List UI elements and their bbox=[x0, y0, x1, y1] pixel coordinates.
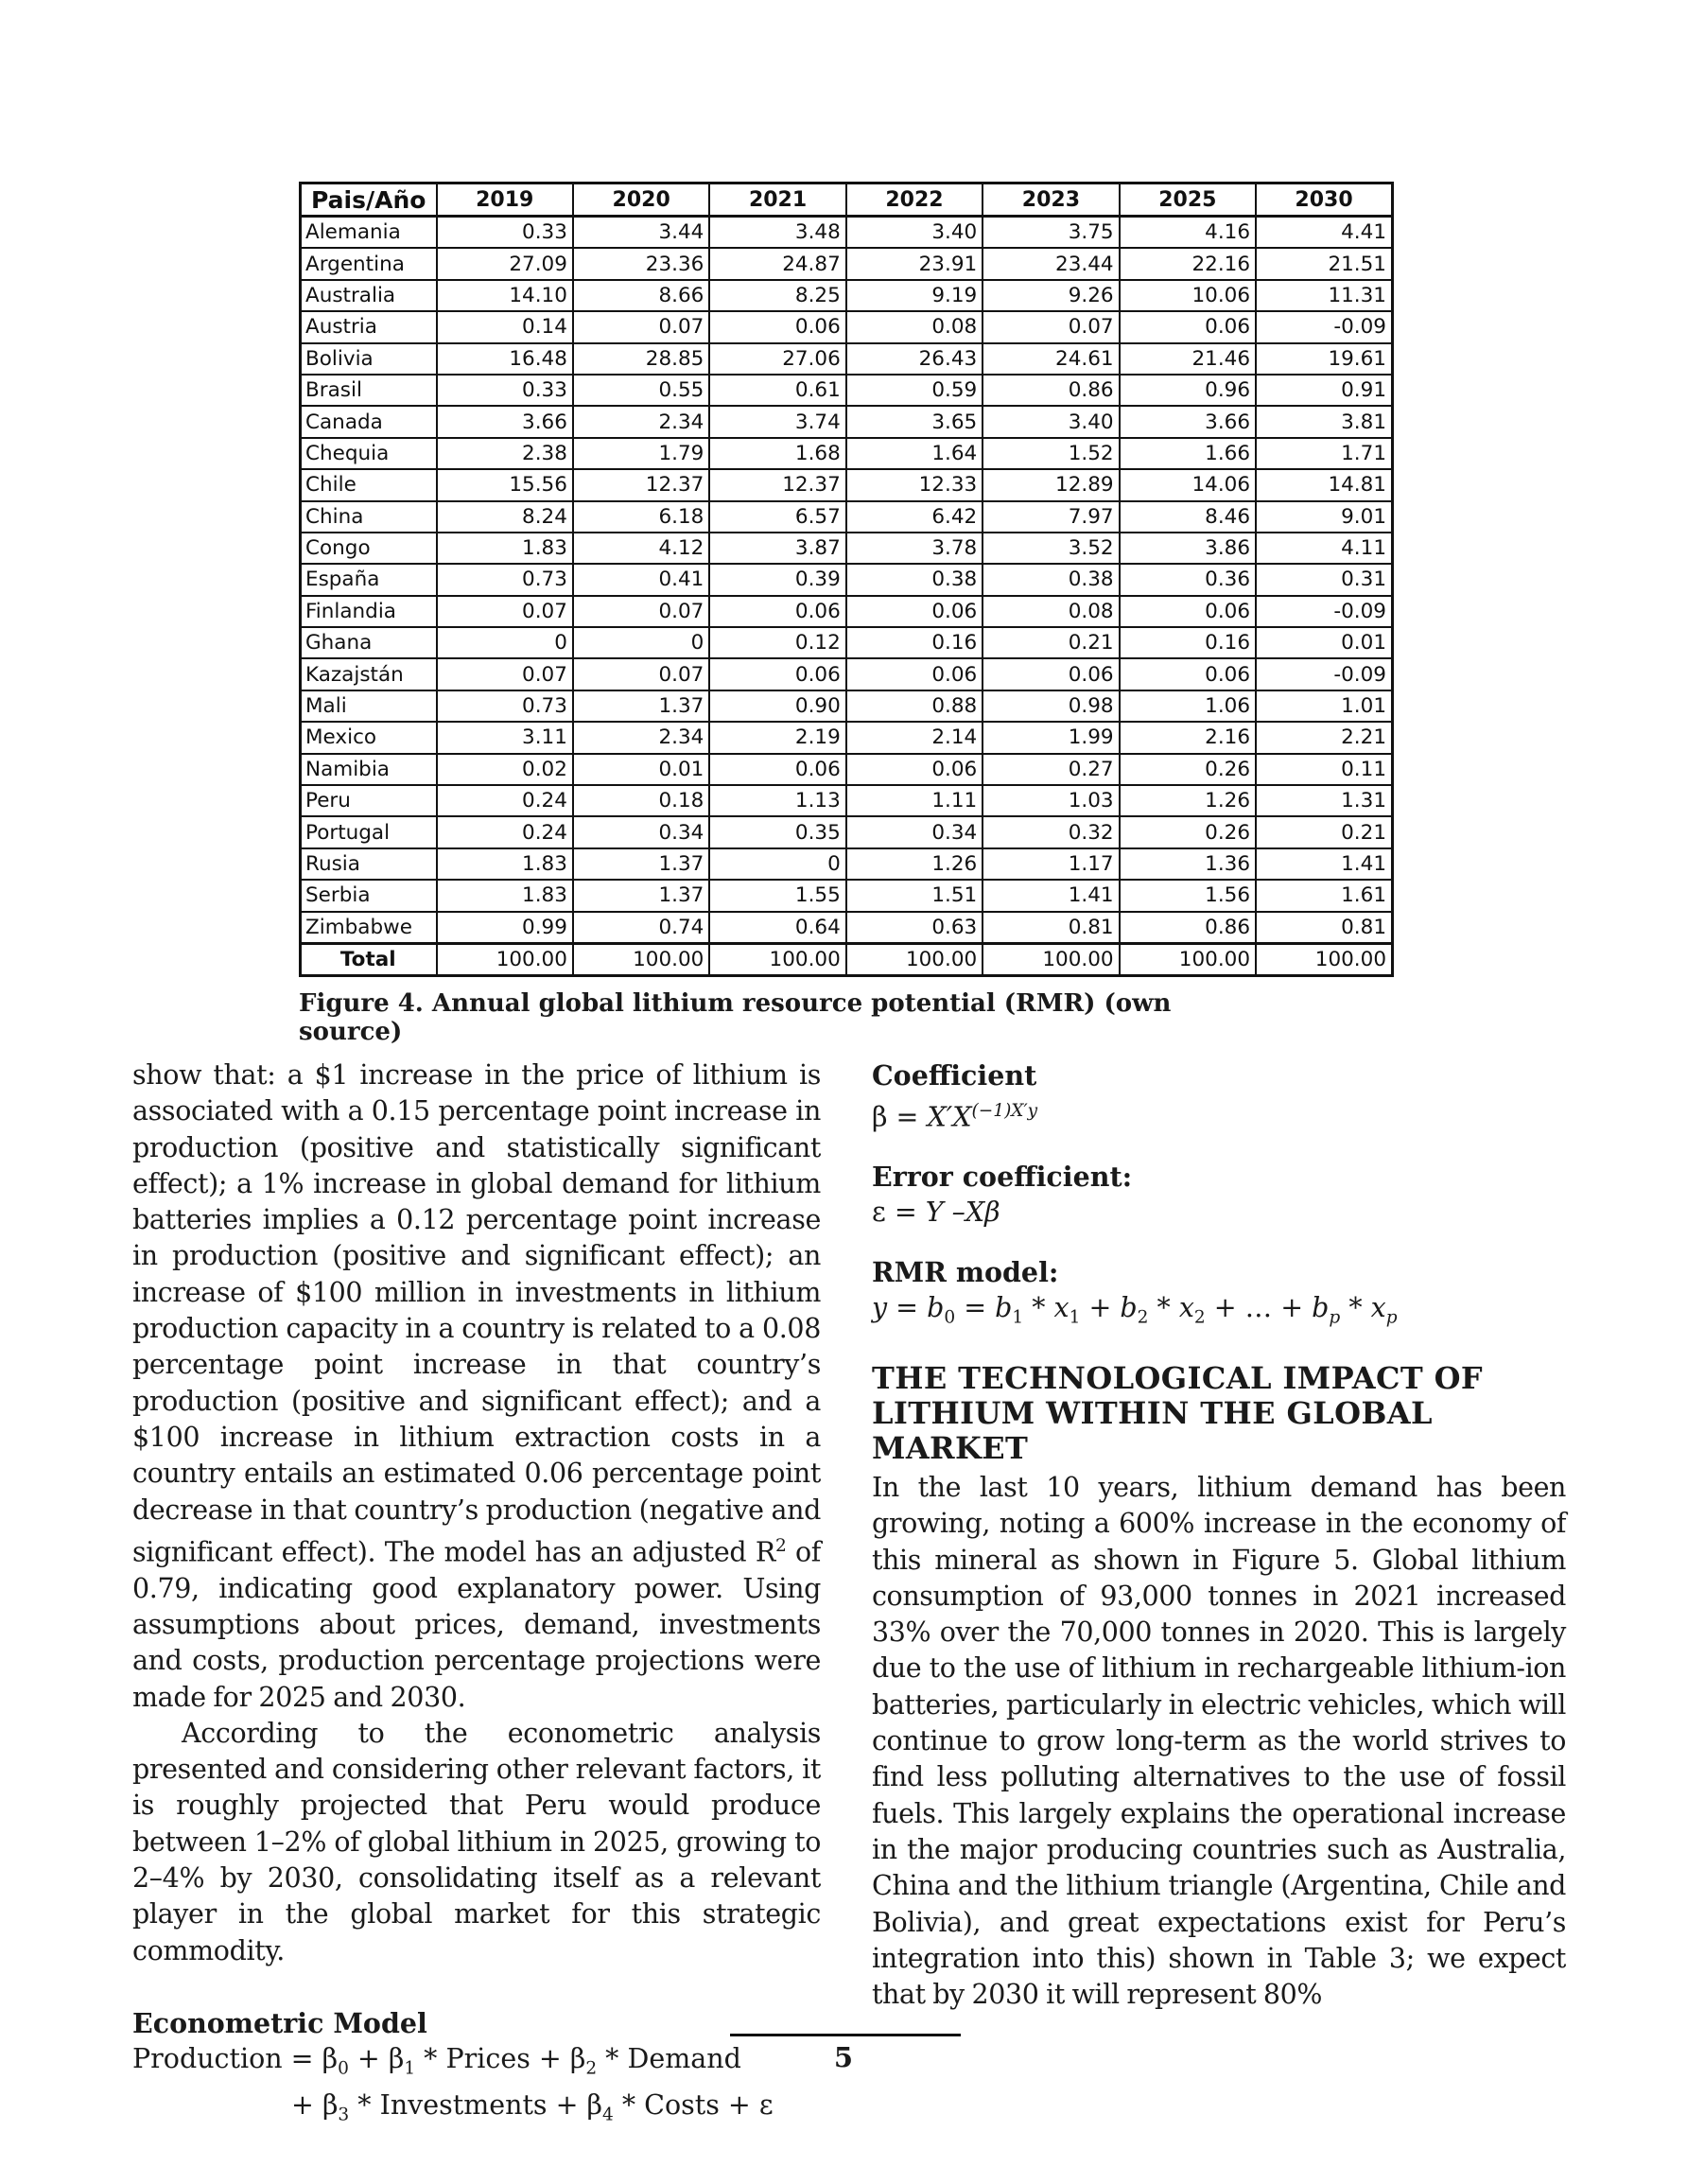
value-cell: 0.33 bbox=[437, 375, 573, 406]
value-cell: 23.36 bbox=[573, 248, 709, 279]
eq-text-1: + β bbox=[348, 2043, 405, 2075]
value-cell: 0.16 bbox=[1120, 627, 1256, 658]
table-row bbox=[301, 848, 1393, 880]
value-cell: 8.66 bbox=[573, 280, 709, 311]
value-cell: 0.26 bbox=[1120, 816, 1256, 847]
value-cell: 1.56 bbox=[1120, 880, 1256, 911]
value-cell: 0.06 bbox=[709, 311, 845, 342]
value-cell: 4.41 bbox=[1256, 217, 1392, 249]
value-cell: 9.26 bbox=[983, 280, 1119, 311]
country-cell: China bbox=[301, 501, 437, 533]
value-cell: 0.64 bbox=[709, 912, 845, 944]
rmr-xp: x bbox=[1370, 1291, 1386, 1323]
value-cell: 0.31 bbox=[1256, 564, 1392, 595]
value-cell: 0.12 bbox=[709, 627, 845, 658]
production-equation-line-2 bbox=[132, 2088, 821, 2134]
value-cell: 1.06 bbox=[1120, 690, 1256, 722]
country-cell: Ghana bbox=[301, 627, 437, 658]
country-cell: Congo bbox=[301, 533, 437, 564]
err-eq-rhs: Y –Xβ bbox=[925, 1197, 1000, 1229]
value-cell: 22.16 bbox=[1120, 248, 1256, 279]
value-cell: 0 bbox=[573, 627, 709, 658]
eq2-text-2: * Costs + ε bbox=[613, 2089, 774, 2122]
value-cell: 2.21 bbox=[1256, 722, 1392, 753]
production-equation-line-1 bbox=[132, 2041, 821, 2088]
value-cell: 0.61 bbox=[709, 375, 845, 406]
value-cell: 3.75 bbox=[983, 217, 1119, 249]
value-cell: 9.01 bbox=[1256, 501, 1392, 533]
value-cell: 1.68 bbox=[709, 438, 845, 469]
value-cell: 8.25 bbox=[709, 280, 845, 311]
value-cell: 3.66 bbox=[437, 406, 573, 437]
table-row bbox=[301, 217, 1393, 249]
value-cell: 1.79 bbox=[573, 438, 709, 469]
value-cell: 3.65 bbox=[846, 406, 983, 437]
header-year: 2020 bbox=[573, 183, 709, 217]
country-cell: Finlandia bbox=[301, 596, 437, 627]
eq2-text-1: * Investments + β bbox=[349, 2089, 603, 2122]
value-cell: 1.03 bbox=[983, 785, 1119, 816]
value-cell: 0.08 bbox=[983, 596, 1119, 627]
value-cell: 0.26 bbox=[1120, 754, 1256, 785]
table-row bbox=[301, 469, 1393, 500]
value-cell: 1.01 bbox=[1256, 690, 1392, 722]
value-cell: 0.96 bbox=[1120, 375, 1256, 406]
value-cell: 1.37 bbox=[573, 690, 709, 722]
country-cell: Canada bbox=[301, 406, 437, 437]
value-cell: 0.88 bbox=[846, 690, 983, 722]
value-cell: 0.07 bbox=[573, 658, 709, 690]
value-cell: 3.81 bbox=[1256, 406, 1392, 437]
value-cell: 21.51 bbox=[1256, 248, 1392, 279]
value-cell: 16.48 bbox=[437, 343, 573, 375]
value-cell: 3.40 bbox=[846, 217, 983, 249]
table-row bbox=[301, 564, 1393, 595]
value-cell: 0.32 bbox=[983, 816, 1119, 847]
total-value-cell: 100.00 bbox=[983, 943, 1119, 975]
value-cell: 0.14 bbox=[437, 311, 573, 342]
value-cell: 1.11 bbox=[846, 785, 983, 816]
rmr-plus-ellipsis: + … + bbox=[1205, 1291, 1313, 1323]
value-cell: 6.42 bbox=[846, 501, 983, 533]
value-cell: 0.98 bbox=[983, 690, 1119, 722]
value-cell: 2.16 bbox=[1120, 722, 1256, 753]
value-cell: 9.19 bbox=[846, 280, 983, 311]
footer-rule bbox=[730, 2034, 961, 2036]
table-row bbox=[301, 248, 1393, 279]
value-cell: 2.14 bbox=[846, 722, 983, 753]
header-year: 2021 bbox=[709, 183, 845, 217]
total-value-cell: 100.00 bbox=[1256, 943, 1392, 975]
value-cell: 1.31 bbox=[1256, 785, 1392, 816]
error-coefficient-heading: Error coefficient: bbox=[872, 1161, 1133, 1194]
table-row bbox=[301, 533, 1393, 564]
value-cell: 0.86 bbox=[983, 375, 1119, 406]
value-cell: 0.74 bbox=[573, 912, 709, 944]
value-cell: 0.24 bbox=[437, 785, 573, 816]
left-paragraph-2: According to the econometric analysis presented and considering other relevant factors, it is roughly projected that Peru would produce between 1–2% of global lithium in 2025, growing to 2–4% by 2030, consolidating itself as a relevant player in the global market for this strategic commodity. bbox=[132, 1717, 821, 1966]
value-cell: 0.91 bbox=[1256, 375, 1392, 406]
rmr-xsubp: p bbox=[1385, 1307, 1398, 1328]
table-row bbox=[301, 658, 1393, 690]
value-cell: 0.06 bbox=[1120, 658, 1256, 690]
value-cell: 3.66 bbox=[1120, 406, 1256, 437]
value-cell: 6.57 bbox=[709, 501, 845, 533]
header-year: 2025 bbox=[1120, 183, 1256, 217]
coef-eq-sup: (−1)X′y bbox=[971, 1101, 1038, 1122]
rmr-model-heading: RMR model: bbox=[872, 1255, 1059, 1288]
value-cell: 4.12 bbox=[573, 533, 709, 564]
value-cell: 0.06 bbox=[983, 658, 1119, 690]
country-cell: Namibia bbox=[301, 754, 437, 785]
country-cell: España bbox=[301, 564, 437, 595]
eq-sub-0: 0 bbox=[338, 2058, 349, 2079]
value-cell: 0.24 bbox=[437, 816, 573, 847]
coef-eq-lhs: β = bbox=[872, 1101, 928, 1133]
value-cell: 6.18 bbox=[573, 501, 709, 533]
rmr-xsub1: 1 bbox=[1069, 1307, 1081, 1328]
table-row bbox=[301, 311, 1393, 342]
table-row bbox=[301, 754, 1393, 785]
rmr-y: y bbox=[872, 1291, 888, 1323]
value-cell: 0.86 bbox=[1120, 912, 1256, 944]
section-heading: THE TECHNOLOGICAL IMPACT OF LITHIUM WITHIN THE GLOBAL MARKET bbox=[872, 1359, 1483, 1466]
total-value-cell: 100.00 bbox=[573, 943, 709, 975]
value-cell: 0.07 bbox=[573, 596, 709, 627]
rmr-sub0: 0 bbox=[944, 1307, 956, 1328]
value-cell: 23.91 bbox=[846, 248, 983, 279]
value-cell: 3.48 bbox=[709, 217, 845, 249]
value-cell: 2.38 bbox=[437, 438, 573, 469]
rmr-b2: b bbox=[1120, 1291, 1138, 1323]
value-cell: 0.35 bbox=[709, 816, 845, 847]
rmr-b: b bbox=[927, 1291, 945, 1323]
value-cell: 10.06 bbox=[1120, 280, 1256, 311]
value-cell: 1.61 bbox=[1256, 880, 1392, 911]
value-cell: 0.21 bbox=[983, 627, 1119, 658]
table-row bbox=[301, 722, 1393, 753]
value-cell: 7.97 bbox=[983, 501, 1119, 533]
left-paragraph-1-text-b: of 0.79, indicating good explanatory power. Using assumptions about prices, demand, investments and costs, production percentage projections were made for 2025 and 2030. bbox=[132, 1536, 821, 1713]
value-cell: 0.21 bbox=[1256, 816, 1392, 847]
country-cell: Peru bbox=[301, 785, 437, 816]
value-cell: 3.78 bbox=[846, 533, 983, 564]
value-cell: 27.06 bbox=[709, 343, 845, 375]
total-value-cell: 100.00 bbox=[1120, 943, 1256, 975]
value-cell: 0.36 bbox=[1120, 564, 1256, 595]
value-cell: 0.07 bbox=[437, 658, 573, 690]
value-cell: 0.06 bbox=[1120, 311, 1256, 342]
value-cell: 3.87 bbox=[709, 533, 845, 564]
value-cell: 0.39 bbox=[709, 564, 845, 595]
value-cell: 12.37 bbox=[709, 469, 845, 500]
table-row bbox=[301, 880, 1393, 911]
section-paragraph: In the last 10 years, lithium demand has been growing, noting a 600% increase in the economy of this mineral as shown in Figure 5. Global lithium consumption of 93,000 tonnes in 2021 increased 33% over the 70,000 tonnes in 2020. This is largely due to the use of lithium in rechargeable lithium-ion batteries, particularly in electric vehicles, which will continue to grow long-term as the world strives to find less polluting alternatives to the use of fossil fuels. This largely explains the operational increase in the major producing countries such as Australia, China and the lithium triangle (Argentina, Chile and Bolivia), and great expectations exist for Peru’s integration into this) shown in Table 3; we expect that by 2030 it will represent 80% bbox=[872, 1471, 1566, 2011]
rmr-times2: * bbox=[1148, 1291, 1179, 1323]
rmr-times1: * bbox=[1023, 1291, 1054, 1323]
table-row bbox=[301, 406, 1393, 437]
value-cell: 0.08 bbox=[846, 311, 983, 342]
table-row bbox=[301, 596, 1393, 627]
left-paragraph-1 bbox=[132, 1057, 821, 1716]
err-eq-lhs: ε = bbox=[872, 1197, 926, 1229]
table-row bbox=[301, 501, 1393, 533]
rmr-eq2: = bbox=[955, 1291, 996, 1323]
eq2-sub-3: 3 bbox=[338, 2105, 350, 2125]
value-cell: 0.38 bbox=[983, 564, 1119, 595]
header-year: 2022 bbox=[846, 183, 983, 217]
total-value-cell: 100.00 bbox=[846, 943, 983, 975]
country-cell: Argentina bbox=[301, 248, 437, 279]
coef-eq-xx: X′X bbox=[927, 1101, 972, 1133]
value-cell: 0.41 bbox=[573, 564, 709, 595]
value-cell: 0.02 bbox=[437, 754, 573, 785]
left-paragraph-1-text-a: show that: a $1 increase in the price of lithium is associated with a 0.15 percentage point increase in production (positive and statistically significant effect); a 1% increase in global demand for lithium batteries implies a 0.12 percentage point increase in production (positive and significant effect); an increase of $100 million in investments in lithium production capacity in a country is related to a 0.08 percentage point increase in that country’s production (positive and significant effect); and a $100 increase in lithium extraction costs in a country entails an estimated 0.06 percentage point decrease in that country’s production (negative and significant effect). The model has an adjusted R bbox=[132, 1059, 821, 1568]
value-cell: 0.18 bbox=[573, 785, 709, 816]
table-row bbox=[301, 627, 1393, 658]
value-cell: 11.31 bbox=[1256, 280, 1392, 311]
value-cell: 1.37 bbox=[573, 848, 709, 880]
eq-line1-start: Production = β bbox=[132, 2043, 339, 2075]
value-cell: 0.34 bbox=[573, 816, 709, 847]
eq2-sub-4: 4 bbox=[602, 2105, 614, 2125]
value-cell: 2.34 bbox=[573, 406, 709, 437]
value-cell: 0.81 bbox=[1256, 912, 1392, 944]
value-cell: 0.99 bbox=[437, 912, 573, 944]
value-cell: 1.99 bbox=[983, 722, 1119, 753]
value-cell: 0.07 bbox=[573, 311, 709, 342]
value-cell: 1.52 bbox=[983, 438, 1119, 469]
value-cell: 0.59 bbox=[846, 375, 983, 406]
value-cell: 0.06 bbox=[846, 658, 983, 690]
value-cell: 1.26 bbox=[846, 848, 983, 880]
value-cell: 0.38 bbox=[846, 564, 983, 595]
eq-sub-2: 2 bbox=[585, 2058, 598, 2079]
total-value-cell: 100.00 bbox=[437, 943, 573, 975]
value-cell: 1.64 bbox=[846, 438, 983, 469]
value-cell: 28.85 bbox=[573, 343, 709, 375]
country-cell: Chile bbox=[301, 469, 437, 500]
value-cell: 3.11 bbox=[437, 722, 573, 753]
value-cell: 14.10 bbox=[437, 280, 573, 311]
header-country-year: Pais/Año bbox=[301, 183, 437, 217]
value-cell: 4.16 bbox=[1120, 217, 1256, 249]
value-cell: 0.73 bbox=[437, 690, 573, 722]
value-cell: 3.74 bbox=[709, 406, 845, 437]
country-cell: Austria bbox=[301, 311, 437, 342]
lithium-resource-table bbox=[299, 182, 1394, 977]
value-cell: 24.61 bbox=[983, 343, 1119, 375]
value-cell: 0.01 bbox=[1256, 627, 1392, 658]
value-cell: 19.61 bbox=[1256, 343, 1392, 375]
value-cell: -0.09 bbox=[1256, 311, 1392, 342]
value-cell: 0.06 bbox=[846, 754, 983, 785]
econometric-model-heading: Econometric Model bbox=[132, 2006, 427, 2039]
value-cell: 12.33 bbox=[846, 469, 983, 500]
country-cell: Bolivia bbox=[301, 343, 437, 375]
country-cell: Mali bbox=[301, 690, 437, 722]
eq-text-2: * Prices + β bbox=[415, 2043, 586, 2075]
value-cell: 12.37 bbox=[573, 469, 709, 500]
country-cell: Australia bbox=[301, 280, 437, 311]
value-cell: 21.46 bbox=[1120, 343, 1256, 375]
value-cell: 1.41 bbox=[983, 880, 1119, 911]
r-squared-superscript: 2 bbox=[774, 1535, 787, 1556]
country-cell: Rusia bbox=[301, 848, 437, 880]
value-cell: 3.40 bbox=[983, 406, 1119, 437]
value-cell: 14.81 bbox=[1256, 469, 1392, 500]
value-cell: 0.81 bbox=[983, 912, 1119, 944]
country-cell: Brasil bbox=[301, 375, 437, 406]
coefficient-equation bbox=[872, 1093, 1566, 1136]
value-cell: 0.11 bbox=[1256, 754, 1392, 785]
value-cell: 8.46 bbox=[1120, 501, 1256, 533]
country-cell: Zimbabwe bbox=[301, 912, 437, 944]
value-cell: 3.52 bbox=[983, 533, 1119, 564]
value-cell: 4.11 bbox=[1256, 533, 1392, 564]
table-row bbox=[301, 912, 1393, 944]
value-cell: 12.89 bbox=[983, 469, 1119, 500]
value-cell: 0.63 bbox=[846, 912, 983, 944]
table-row bbox=[301, 438, 1393, 469]
value-cell: 0 bbox=[437, 627, 573, 658]
rmr-eq1: = bbox=[887, 1291, 928, 1323]
value-cell: 1.83 bbox=[437, 848, 573, 880]
value-cell: 15.56 bbox=[437, 469, 573, 500]
table-row bbox=[301, 785, 1393, 816]
value-cell: 0.33 bbox=[437, 217, 573, 249]
header-year: 2023 bbox=[983, 183, 1119, 217]
rmr-sub1: 1 bbox=[1012, 1307, 1024, 1328]
value-cell: 2.34 bbox=[573, 722, 709, 753]
eq-sub-1: 1 bbox=[404, 2058, 416, 2079]
table-row bbox=[301, 690, 1393, 722]
right-column bbox=[872, 1057, 1566, 2013]
value-cell: 0.34 bbox=[846, 816, 983, 847]
rmr-subp: p bbox=[1329, 1307, 1341, 1328]
value-cell: 1.41 bbox=[1256, 848, 1392, 880]
value-cell: 1.83 bbox=[437, 533, 573, 564]
table-header-row bbox=[301, 183, 1393, 217]
error-equation bbox=[872, 1195, 1566, 1231]
table-row bbox=[301, 375, 1393, 406]
value-cell: 1.36 bbox=[1120, 848, 1256, 880]
rmr-times-p: * bbox=[1340, 1291, 1371, 1323]
value-cell: 0.16 bbox=[846, 627, 983, 658]
rmr-x1: x bbox=[1053, 1291, 1070, 1323]
header-year: 2030 bbox=[1256, 183, 1392, 217]
value-cell: 0.90 bbox=[709, 690, 845, 722]
value-cell: 3.86 bbox=[1120, 533, 1256, 564]
rmr-bp: b bbox=[1312, 1291, 1330, 1323]
left-column bbox=[132, 1057, 821, 2134]
rmr-x2: x bbox=[1178, 1291, 1194, 1323]
header-year: 2019 bbox=[437, 183, 573, 217]
value-cell: 2.19 bbox=[709, 722, 845, 753]
rmr-b1: b bbox=[995, 1291, 1013, 1323]
value-cell: 27.09 bbox=[437, 248, 573, 279]
value-cell: 24.87 bbox=[709, 248, 845, 279]
coefficient-heading: Coefficient bbox=[872, 1059, 1037, 1092]
value-cell: 26.43 bbox=[846, 343, 983, 375]
value-cell: 1.71 bbox=[1256, 438, 1392, 469]
value-cell: 0.06 bbox=[846, 596, 983, 627]
value-cell: 0.01 bbox=[573, 754, 709, 785]
rmr-plus1: + bbox=[1080, 1291, 1121, 1323]
country-cell: Portugal bbox=[301, 816, 437, 847]
value-cell: 1.13 bbox=[709, 785, 845, 816]
total-value-cell: 100.00 bbox=[709, 943, 845, 975]
lithium-table-wrapper bbox=[299, 182, 1394, 977]
value-cell: 1.66 bbox=[1120, 438, 1256, 469]
figure-caption: Figure 4. Annual global lithium resource potential (RMR) (own source) bbox=[299, 989, 1172, 1046]
country-cell: Alemania bbox=[301, 217, 437, 249]
value-cell: 0.06 bbox=[709, 754, 845, 785]
value-cell: 0.06 bbox=[1120, 596, 1256, 627]
eq-text-3: * Demand bbox=[597, 2043, 741, 2075]
country-cell: Serbia bbox=[301, 880, 437, 911]
value-cell: 1.51 bbox=[846, 880, 983, 911]
total-label-cell: Total bbox=[301, 943, 437, 975]
value-cell: 0.07 bbox=[437, 596, 573, 627]
country-cell: Mexico bbox=[301, 722, 437, 753]
value-cell: 8.24 bbox=[437, 501, 573, 533]
page-number: 5 bbox=[833, 2041, 854, 2073]
table-row bbox=[301, 343, 1393, 375]
value-cell: 1.26 bbox=[1120, 785, 1256, 816]
value-cell: 1.55 bbox=[709, 880, 845, 911]
value-cell: 23.44 bbox=[983, 248, 1119, 279]
value-cell: 1.83 bbox=[437, 880, 573, 911]
value-cell: 0.27 bbox=[983, 754, 1119, 785]
value-cell: 14.06 bbox=[1120, 469, 1256, 500]
table-row bbox=[301, 280, 1393, 311]
value-cell: 1.17 bbox=[983, 848, 1119, 880]
value-cell: 0.06 bbox=[709, 596, 845, 627]
rmr-equation bbox=[872, 1290, 1566, 1337]
country-cell: Kazajstán bbox=[301, 658, 437, 690]
value-cell: 1.37 bbox=[573, 880, 709, 911]
rmr-sub2: 2 bbox=[1137, 1307, 1149, 1328]
value-cell: 0.06 bbox=[709, 658, 845, 690]
value-cell: -0.09 bbox=[1256, 658, 1392, 690]
value-cell: 0.73 bbox=[437, 564, 573, 595]
rmr-xsub2: 2 bbox=[1193, 1307, 1206, 1328]
value-cell: 0.07 bbox=[983, 311, 1119, 342]
value-cell: -0.09 bbox=[1256, 596, 1392, 627]
table-total-row bbox=[301, 943, 1393, 975]
value-cell: 3.44 bbox=[573, 217, 709, 249]
country-cell: Chequia bbox=[301, 438, 437, 469]
table-row bbox=[301, 816, 1393, 847]
value-cell: 0.55 bbox=[573, 375, 709, 406]
value-cell: 0 bbox=[709, 848, 845, 880]
eq2-text-0: + β bbox=[291, 2089, 339, 2122]
